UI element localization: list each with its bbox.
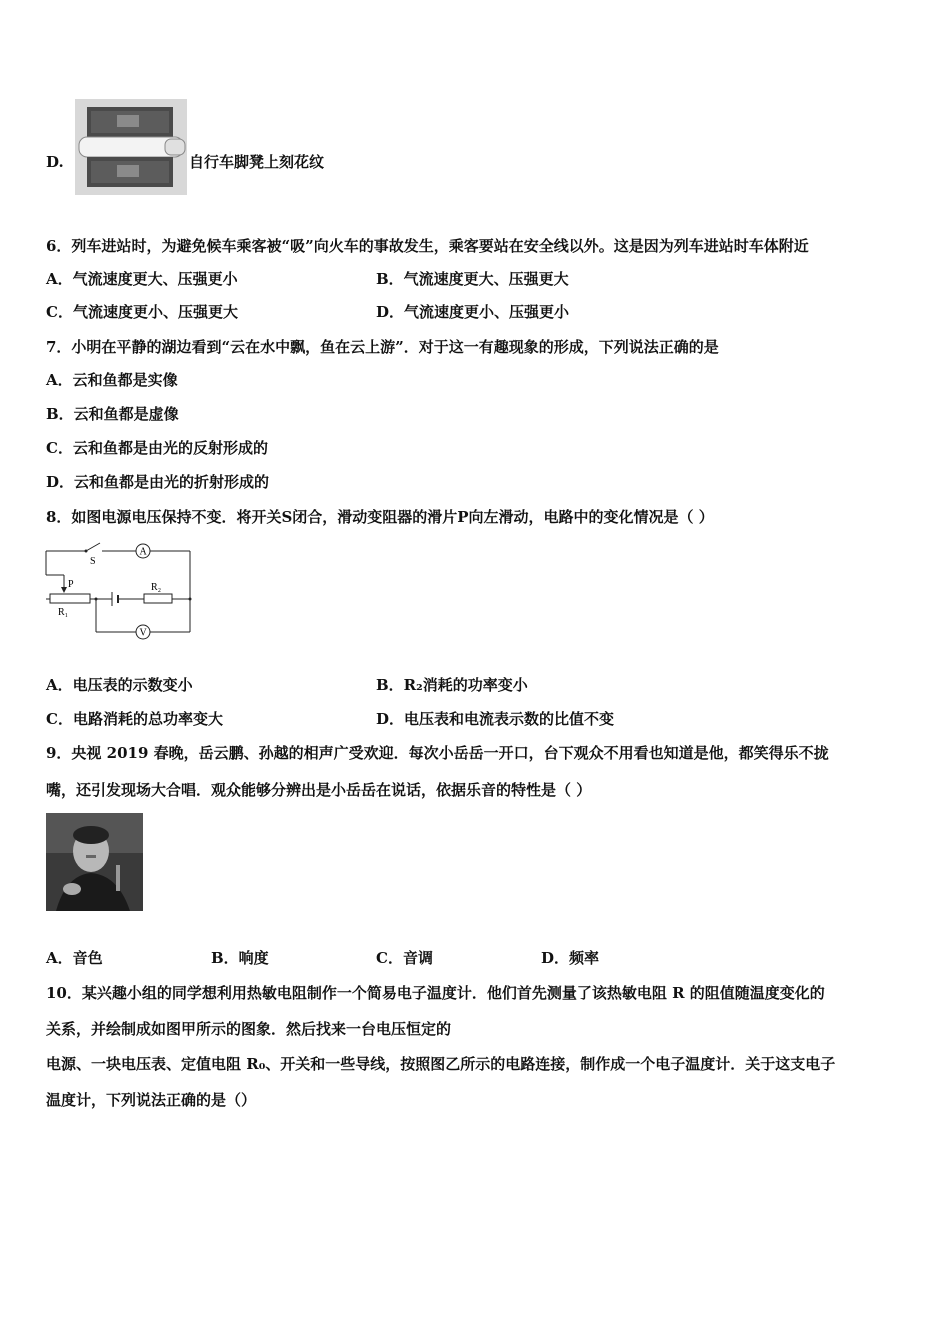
- bicycle-pedal-image: [75, 99, 187, 195]
- switch-label: S: [90, 556, 96, 567]
- performer-photo: [46, 813, 143, 911]
- q9-option-d: D．频率: [541, 949, 600, 967]
- q8-option-a: A．电压表的示数变小: [46, 676, 193, 694]
- q10-line2: 关系，并绘制成如图甲所示的图象．然后找来一台电压恒定的: [46, 1020, 452, 1038]
- q7-option-a: A．云和鱼都是实像: [46, 371, 178, 389]
- r1-label: R₁: [58, 607, 69, 618]
- q10-line1: 10．某兴趣小组的同学想利用热敏电阻制作一个简易电子温度计．他们首先测量了该热敏电阻 R 的阻值随温度变化的: [46, 984, 825, 1002]
- slider-label: P: [68, 579, 74, 590]
- q9-stem-line1: 9．央视 2019 春晚，岳云鹏、孙越的相声广受欢迎．每次小岳岳一开口，台下观众不用看也知道是他，都笑得乐不拢: [46, 744, 829, 762]
- q7-stem: 7．小明在平静的湖边看到“云在水中飘，鱼在云上游”．对于这一有趣现象的形成，下列说法正确的是: [46, 338, 719, 356]
- voltmeter-label: V: [139, 627, 147, 639]
- q5-option-d-letter: D.: [46, 153, 64, 171]
- q6-option-c: C．气流速度更小、压强更大: [46, 303, 238, 321]
- q9-option-c: C．音调: [376, 949, 433, 967]
- q10-line3: 电源、一块电压表、定值电阻 R₀、开关和一些导线，按照图乙所示的电路连接，制作成一个电子温度计．关于这支电子: [46, 1055, 836, 1073]
- q7-option-d: D．云和鱼都是由光的折射形成的: [46, 473, 270, 491]
- q8-option-d: D．电压表和电流表示数的比值不变: [376, 710, 615, 728]
- q9-option-a: A．音色: [46, 949, 103, 967]
- q5-option-d-text: 自行车脚凳上刻花纹: [189, 153, 325, 171]
- q8-stem: 8．如图电源电压保持不变．将开关S闭合，滑动变阻器的滑片P向左滑动，电路中的变化情况是（ ）: [46, 508, 714, 526]
- q6-stem: 6．列车进站时，为避免候车乘客被“吸”向火车的事故发生，乘客要站在安全线以外。这是因为列车进站时车体附近: [46, 237, 809, 255]
- q9-stem-line2: 嘴，还引发现场大合唱．观众能够分辨出是小岳岳在说话，依据乐音的特性是（ ）: [46, 781, 592, 799]
- q6-option-b: B．气流速度更大、压强更大: [376, 270, 569, 288]
- q7-option-c: C．云和鱼都是由光的反射形成的: [46, 439, 268, 457]
- q7-option-b: B．云和鱼都是虚像: [46, 405, 179, 423]
- q9-option-b: B．响度: [211, 949, 269, 967]
- q6-option-d: D．气流速度更小、压强更小: [376, 303, 570, 321]
- q8-option-c: C．电路消耗的总功率变大: [46, 710, 223, 728]
- r2-label: R₂: [151, 582, 162, 593]
- q8-option-b: B．R₂消耗的功率变小: [376, 676, 528, 694]
- ammeter-label: A: [139, 546, 147, 558]
- circuit-diagram: [38, 537, 198, 643]
- q6-option-a: A．气流速度更大、压强更小: [46, 270, 238, 288]
- q10-line4: 温度计，下列说法正确的是（）: [46, 1091, 257, 1109]
